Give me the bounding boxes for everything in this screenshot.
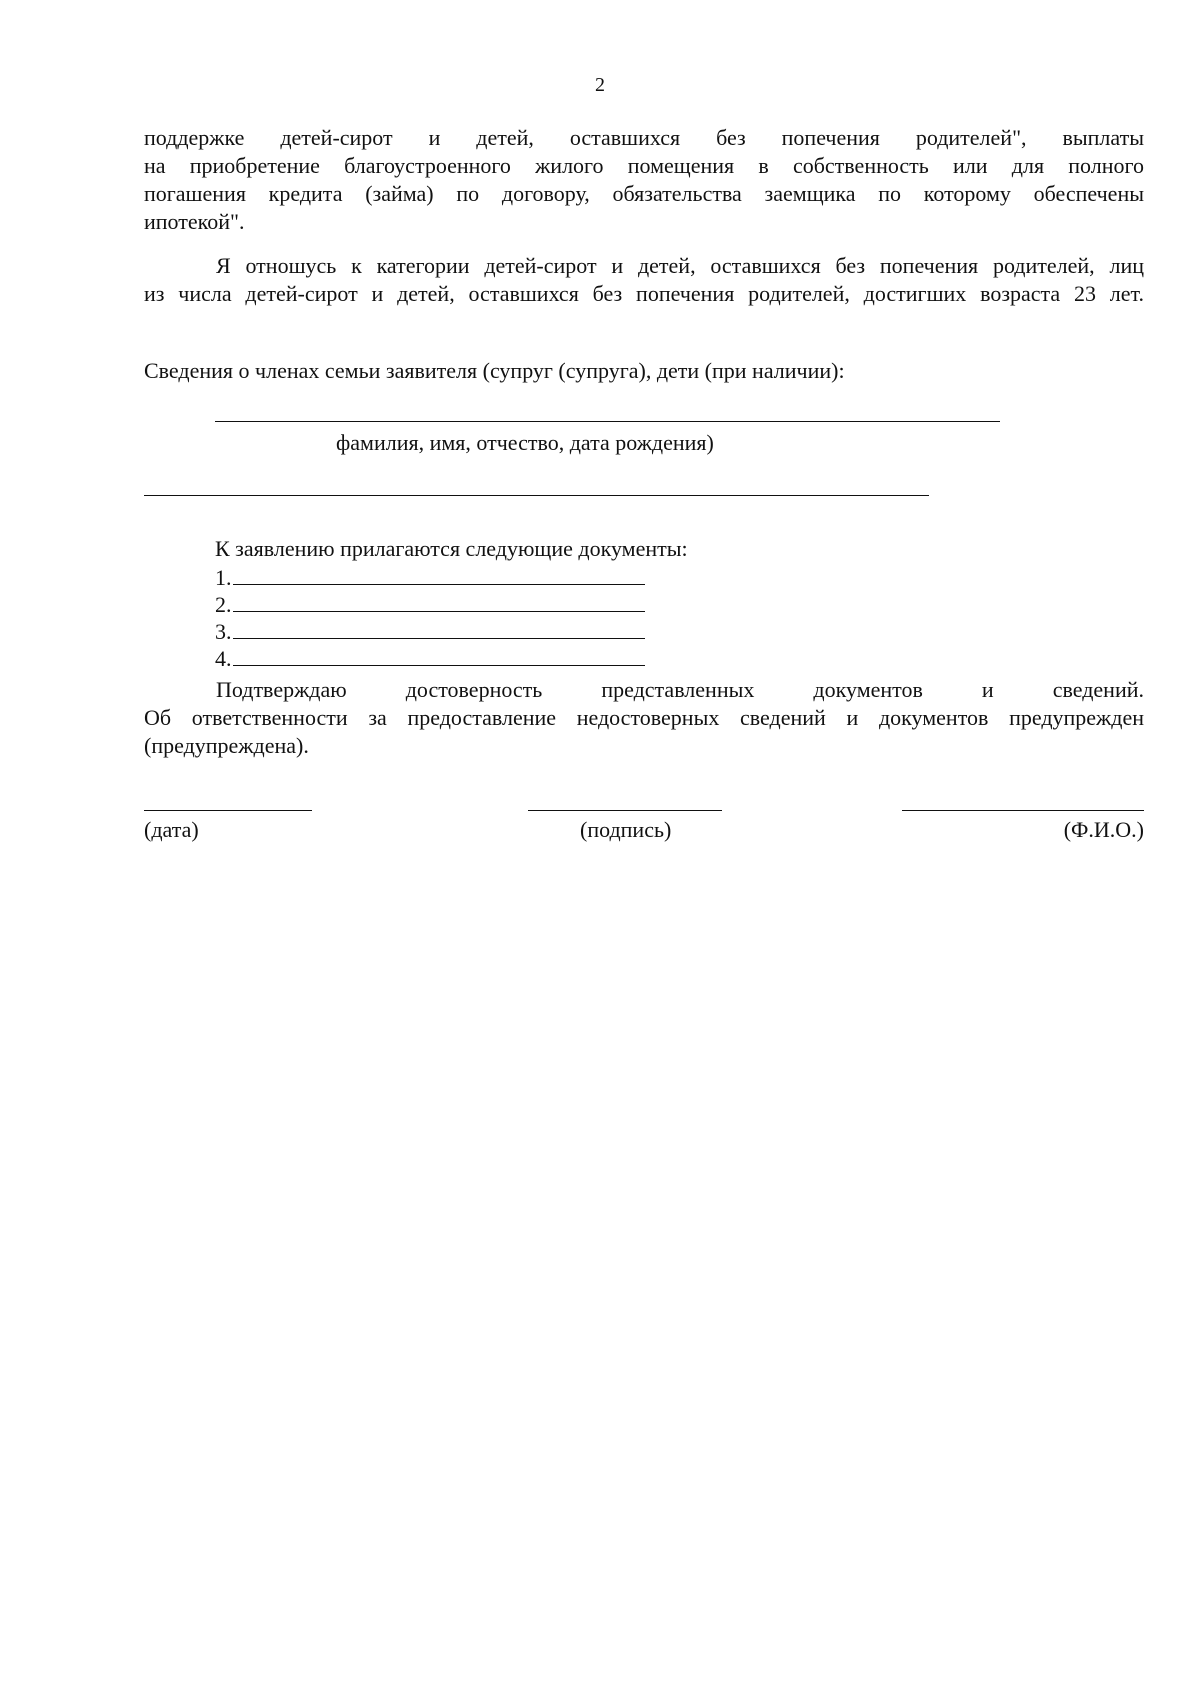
- category-line: Я отношусь к категории детей-сирот и детей, оставшихся без попечения родителей, лиц: [216, 253, 1144, 278]
- family-field-caption: фамилия, имя, отчество, дата рождения): [336, 430, 714, 455]
- signature-label: (подпись): [580, 817, 672, 842]
- document-item[interactable]: [215, 618, 645, 645]
- document-item-field[interactable]: [233, 591, 645, 612]
- category-line: из числа детей-сирот и детей, оставшихся без попечения родителей, достигших возраста 23 лет.: [144, 281, 1144, 306]
- intro-line: поддержке детей-сирот и детей, оставшихся без попечения родителей", выплаты: [144, 125, 1144, 150]
- confirmation-paragraph: [144, 676, 1144, 760]
- full-name-label: (Ф.И.О.): [1063, 817, 1144, 842]
- family-member-field-extra[interactable]: [144, 495, 929, 496]
- document-item-number: 2.: [215, 592, 232, 617]
- documents-heading: К заявлению прилагаются следующие документы:: [215, 536, 688, 561]
- document-item[interactable]: [215, 564, 645, 591]
- intro-paragraph: [144, 124, 1144, 236]
- page-number: 2: [595, 74, 605, 96]
- confirmation-line: Об ответственности за предоставление недостоверных сведений и документов предупрежден: [144, 705, 1144, 730]
- confirmation-line: (предупреждена).: [144, 733, 309, 758]
- document-item-field[interactable]: [233, 618, 645, 639]
- confirmation-line: Подтверждаю достоверность представленных документов и сведений.: [216, 677, 1144, 702]
- document-item[interactable]: [215, 591, 645, 618]
- document-item[interactable]: [215, 645, 645, 672]
- category-paragraph: [144, 252, 1144, 308]
- date-field[interactable]: [144, 810, 312, 811]
- intro-line: погашения кредита (займа) по договору, обязательства заемщика по которому обеспечены: [144, 181, 1144, 206]
- full-name-field[interactable]: [902, 810, 1144, 811]
- signature-field[interactable]: [528, 810, 722, 811]
- family-member-field[interactable]: [215, 421, 1000, 422]
- date-label: (дата): [144, 817, 199, 842]
- document-item-number: 3.: [215, 619, 232, 644]
- document-item-number: 1.: [215, 565, 232, 590]
- intro-line: на приобретение благоустроенного жилого помещения в собственность или для полного: [144, 153, 1144, 178]
- document-item-field[interactable]: [233, 564, 645, 585]
- intro-line: ипотекой".: [144, 209, 245, 234]
- document-item-number: 4.: [215, 646, 232, 671]
- family-heading: Сведения о членах семьи заявителя (супруг (супруга), дети (при наличии):: [144, 358, 845, 383]
- document-item-field[interactable]: [233, 645, 645, 666]
